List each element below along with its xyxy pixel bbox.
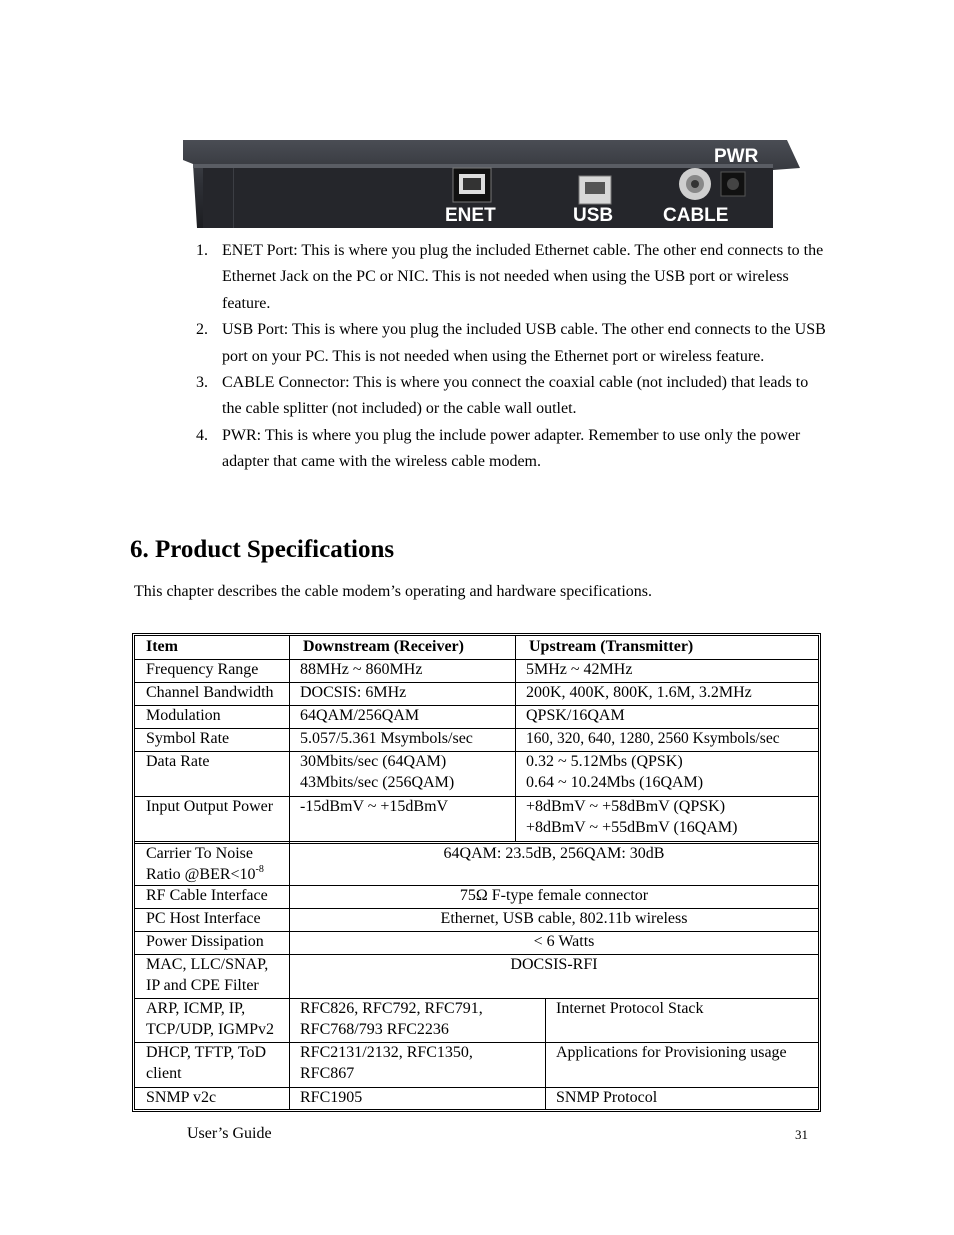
list-text: PWR: This is where you plug the include power adapter. Remember to use only the power adapter that came with the wireless cable modem. [222,426,801,471]
table-cell: +8dBmV ~ +58dBmV (QPSK) +8dBmV ~ +55dBmV (16QAM) [526,798,738,836]
header-upstream: Upstream (Transmitter) [529,638,694,655]
footer-title: User’s Guide [187,1125,272,1142]
table-cell: PC Host Interface [146,910,261,927]
cnr-exponent: -8 [255,863,264,875]
table-cell: SNMP v2c [146,1089,217,1106]
list-text: CABLE Connector: This is where you connect the coaxial cable (not included) that leads to the cable splitter (not included) or the cable wall outlet. [222,374,809,418]
table-cell: Input Output Power [146,798,274,815]
table-cell: 5MHz ~ 42MHz [526,661,633,678]
pwr-label: PWR [714,146,759,167]
table-cell: RFC1905 [300,1089,363,1106]
table-cell: Frequency Range [146,661,259,678]
table-cell: RFC826, RFC792, RFC791, RFC768/793 RFC2236 [300,1000,483,1038]
table-cell: QPSK/16QAM [526,707,625,724]
list-text: ENET Port: This is where you plug the included Ethernet cable. The other end connects to the Ethernet Jack on the PC or NIC. This is not needed when using the USB port or wireless feature. [222,242,824,312]
table-cell: Ethernet, USB cable, 802.11b wireless [440,910,688,927]
table-cell: 160, 320, 640, 1280, 2560 Ksymbols/sec [526,730,780,747]
section-heading: 6. Product Specifications [130,536,395,563]
table-cell: Internet Protocol Stack [556,1000,704,1017]
table-cell: SNMP Protocol [556,1089,658,1106]
list-item [190,317,830,370]
table-cell: 0.32 ~ 5.12Mbs (QPSK) 0.64 ~ 10.24Mbs (16QAM) [526,753,704,791]
table-cell: 64QAM: 23.5dB, 256QAM: 30dB [443,845,665,862]
list-item [190,423,830,476]
list-number: 4. [196,426,208,444]
section-intro: This chapter describes the cable modem’s operating and hardware specifications. [134,583,653,600]
table-cell: Symbol Rate [146,730,230,747]
list-number: 1. [196,242,208,259]
enet-label: ENET [445,205,496,226]
table-cell: 30Mbits/sec (64QAM) 43Mbits/sec (256QAM) [300,753,455,791]
port-description-list [190,238,830,476]
header-downstream: Downstream (Receiver) [303,638,464,655]
page-number: 31 [795,1127,808,1142]
list-text: USB Port: This is where you plug the included USB cable. The other end connects to the USB port on your PC. This is not needed when using the Ethernet port or wireless feature. [222,321,826,365]
table-cell: 200K, 400K, 800K, 1.6M, 3.2MHz [526,684,752,701]
table-cell: Channel Bandwidth [146,684,274,701]
table-cell [146,844,264,885]
header-item: Item [146,638,178,655]
cable-label: CABLE [663,205,729,226]
table-cell: MAC, LLC/SNAP, IP and CPE Filter [146,956,269,994]
cnr-label-line1: Carrier To Noise [146,845,253,862]
table-cell: Applications for Provisioning usage [556,1044,787,1061]
table-cell: DOCSIS-RFI [510,956,598,973]
table-cell: ARP, ICMP, IP, TCP/UDP, IGMPv2 [146,1000,275,1038]
list-number: 3. [196,374,208,392]
table-cell: RFC2131/2132, RFC1350, RFC867 [300,1044,473,1082]
list-item [190,238,830,317]
table-cell: 88MHz ~ 860MHz [300,661,423,678]
table-cell: DOCSIS: 6MHz [300,684,407,701]
table-cell: Modulation [146,707,221,724]
list-number: 2. [196,321,208,339]
table-cell: Power Dissipation [146,933,264,950]
cnr-label-line2: Ratio @BER<10 [146,865,256,883]
table-cell: < 6 Watts [533,933,595,950]
table-cell: 75Ω F-type female connector [459,887,649,904]
table-cell: Data Rate [146,753,210,770]
table-cell: RF Cable Interface [146,887,268,904]
usb-label: USB [573,205,614,226]
table-cell: -15dBmV ~ +15dBmV [300,798,449,815]
table-cell: 5.057/5.361 Msymbols/sec [300,730,473,747]
table-cell: 64QAM/256QAM [300,707,420,724]
modem-rear-panel-image [183,140,800,232]
table-cell: DHCP, TFTP, ToD client [146,1044,267,1082]
list-item [190,370,830,423]
